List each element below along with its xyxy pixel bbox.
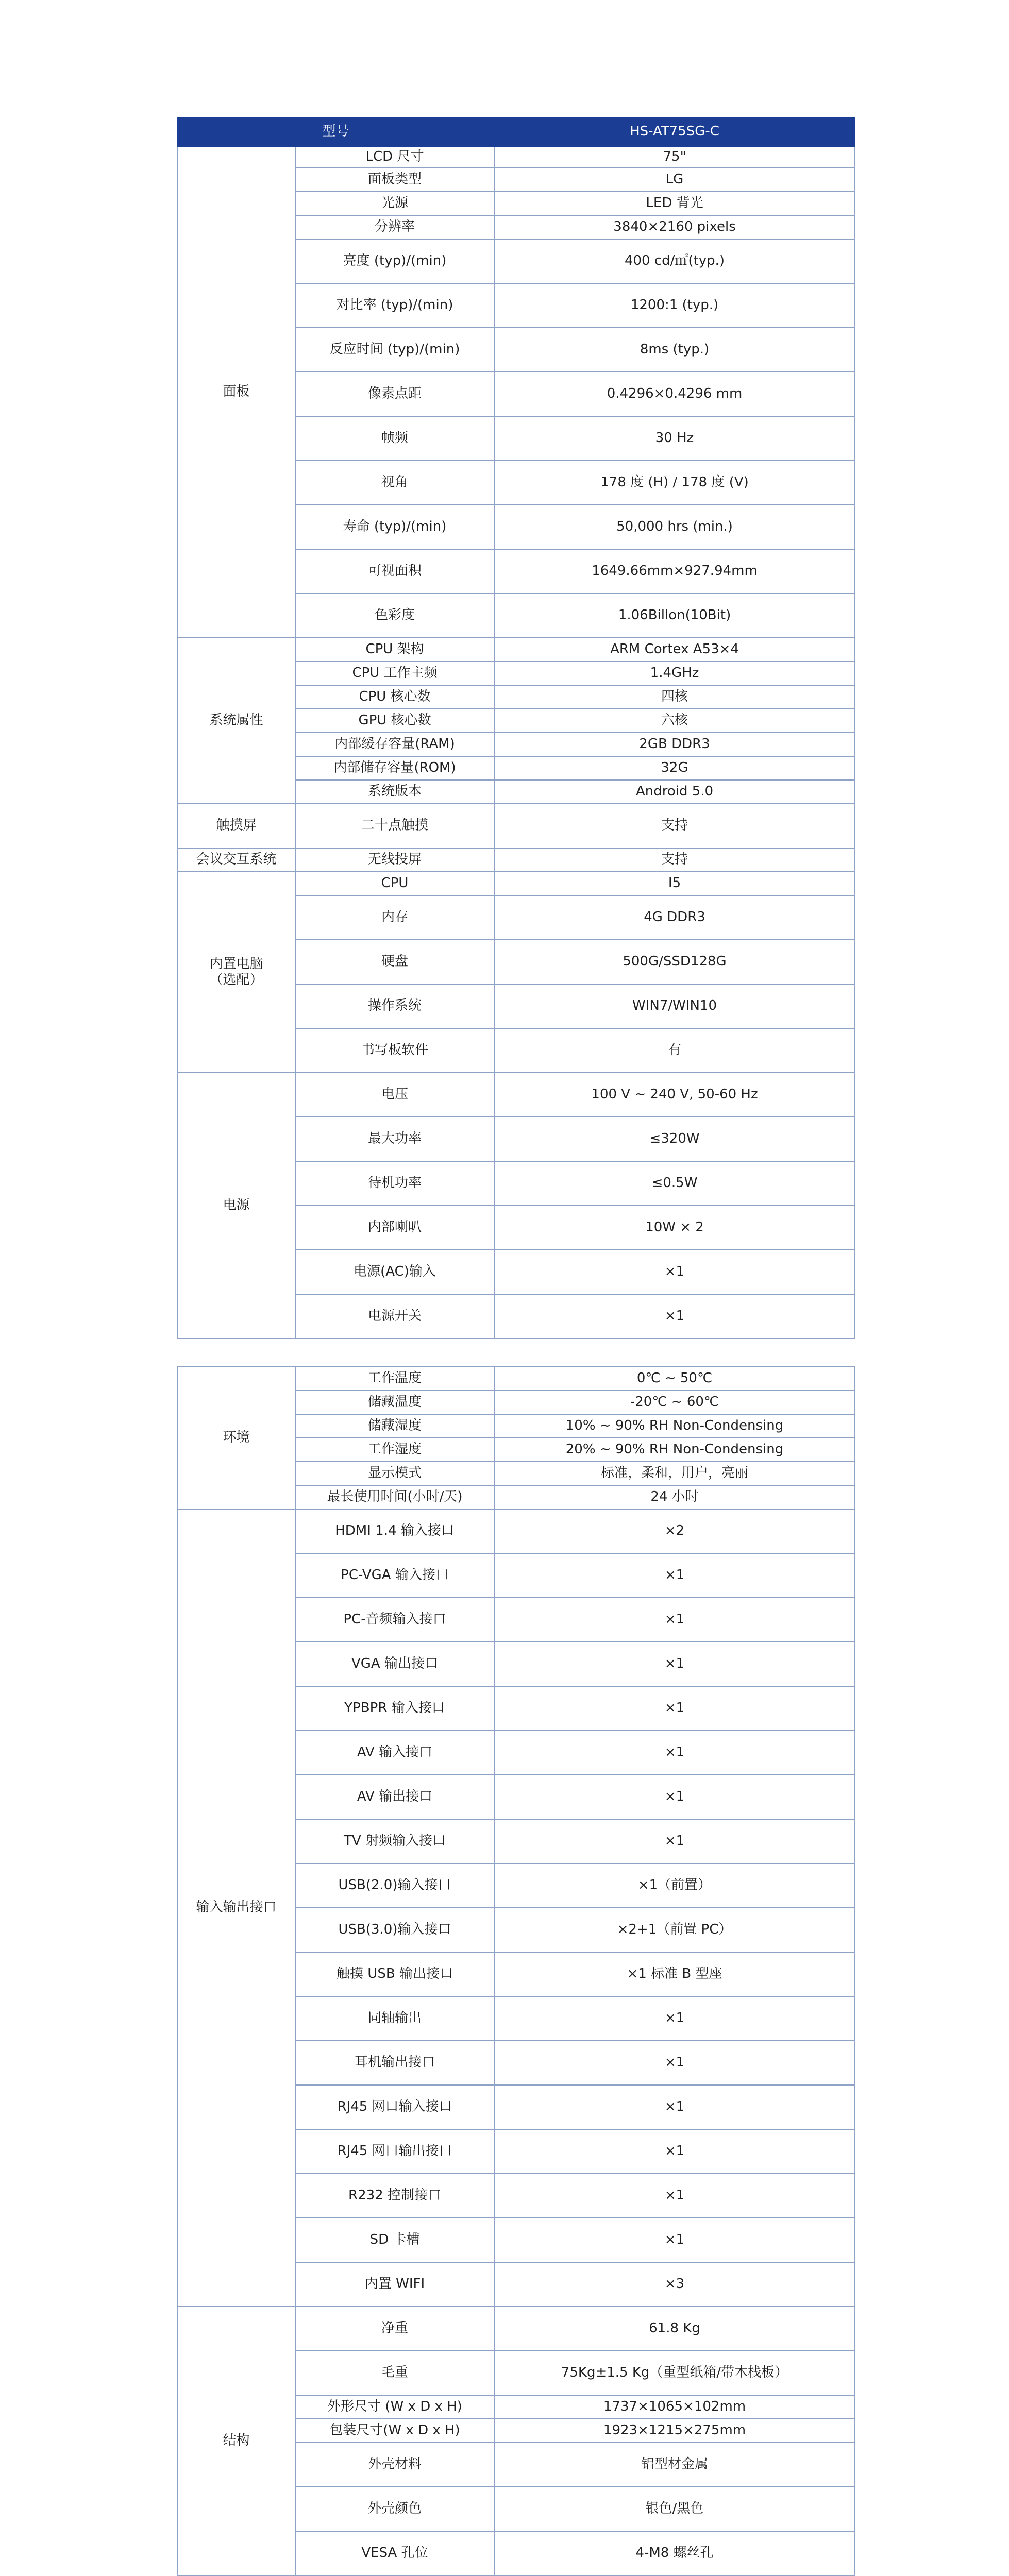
- spec-value: 500G/SSD128G: [494, 940, 855, 984]
- spec-label: 像素点距: [295, 372, 494, 416]
- spec-label: 外形尺寸 (W x D x H): [295, 2395, 494, 2419]
- table-row: [177, 1509, 855, 1553]
- spec-value: ×1: [494, 2085, 855, 2129]
- spec-label: 可视面积: [295, 549, 494, 594]
- spec-label: 工作湿度: [295, 1438, 494, 1462]
- spec-label: GPU 核心数: [295, 709, 494, 733]
- spec-label: 同轴输出: [295, 1996, 494, 2041]
- spec-label: 分辨率: [295, 215, 494, 239]
- spec-label: 储藏温度: [295, 1391, 494, 1414]
- spec-label: 净重: [295, 2307, 494, 2351]
- spec-value: 标准，柔和，用户，亮丽: [494, 1462, 855, 1485]
- spec-table-io: [177, 1366, 855, 2576]
- spec-label: 内部缓存容量(RAM): [295, 733, 494, 756]
- spec-value: 10% ~ 90% RH Non-Condensing: [494, 1414, 855, 1438]
- spec-value: 20% ~ 90% RH Non-Condensing: [494, 1438, 855, 1462]
- spec-label: 包装尺寸(W x D x H): [295, 2419, 494, 2443]
- spec-value: ×1: [494, 2041, 855, 2085]
- spec-value: ×1: [494, 1775, 855, 1819]
- spec-value: -20℃ ~ 60℃: [494, 1391, 855, 1414]
- spec-value: 四核: [494, 685, 855, 709]
- spec-value: 铝型材金属: [494, 2443, 855, 2487]
- spec-label: CPU 核心数: [295, 685, 494, 709]
- spec-value: 0.4296×0.4296 mm: [494, 372, 855, 416]
- spec-label: R232 控制接口: [295, 2174, 494, 2218]
- spec-label: 二十点触摸: [295, 804, 494, 848]
- table-row: [177, 1073, 855, 1117]
- spec-value: 75Kg±1.5 Kg（重型纸箱/带木栈板）: [494, 2351, 855, 2395]
- spec-label: USB(2.0)输入接口: [295, 1863, 494, 1908]
- spec-value: 1649.66mm×927.94mm: [494, 549, 855, 594]
- spec-value: LED 背光: [494, 192, 855, 215]
- spec-value: 支持: [494, 804, 855, 848]
- spec-value: ARM Cortex A53×4: [494, 638, 855, 662]
- spec-label: 反应时间 (typ)/(min): [295, 328, 494, 372]
- spec-value: ×1: [494, 1819, 855, 1863]
- spec-value: ×1: [494, 2129, 855, 2174]
- spec-value: ×2+1（前置 PC）: [494, 1908, 855, 1952]
- spec-label: VGA 输出接口: [295, 1642, 494, 1686]
- spec-label: 光源: [295, 192, 494, 215]
- spec-value: 2GB DDR3: [494, 733, 855, 756]
- spec-label: 电源(AC)输入: [295, 1250, 494, 1294]
- spec-label: RJ45 网口输出接口: [295, 2129, 494, 2174]
- spec-label: USB(3.0)输入接口: [295, 1908, 494, 1952]
- spec-label: PC-音频输入接口: [295, 1598, 494, 1642]
- spec-value: ×1: [494, 1996, 855, 2041]
- model-label: 型号: [177, 117, 494, 146]
- spec-label: 书写板软件: [295, 1028, 494, 1073]
- spec-value: 1.06Billon(10Bit): [494, 594, 855, 638]
- model-value: HS-AT75SG-C: [494, 117, 855, 146]
- spec-label: 外壳材料: [295, 2443, 494, 2487]
- table-header-row: [177, 117, 855, 146]
- spec-value: ×1: [494, 1642, 855, 1686]
- spec-value: 8ms (typ.): [494, 328, 855, 372]
- spec-label: 内存: [295, 895, 494, 940]
- spec-value: ×1: [494, 1250, 855, 1294]
- spec-value: ×1: [494, 2218, 855, 2262]
- table-row: [177, 872, 855, 895]
- spec-label: 视角: [295, 461, 494, 505]
- spec-label: 无线投屏: [295, 848, 494, 872]
- spec-label: 帧频: [295, 416, 494, 461]
- spec-value: 1737×1065×102mm: [494, 2395, 855, 2419]
- spec-table-main: [177, 117, 855, 1339]
- spec-value: 30 Hz: [494, 416, 855, 461]
- spec-label: AV 输出接口: [295, 1775, 494, 1819]
- spec-label: 最长使用时间(小时/天): [295, 1485, 494, 1509]
- spec-value: ×1: [494, 1598, 855, 1642]
- spec-value: 1923×1215×275mm: [494, 2419, 855, 2443]
- spec-value: 24 小时: [494, 1485, 855, 1509]
- spec-value: 六核: [494, 709, 855, 733]
- spec-value: ×1: [494, 1731, 855, 1775]
- spec-value: 支持: [494, 848, 855, 872]
- spec-value: LG: [494, 168, 855, 192]
- spec-label: CPU: [295, 872, 494, 895]
- spec-value: 1200:1 (typ.): [494, 283, 855, 328]
- spec-label: YPBPR 输入接口: [295, 1686, 494, 1731]
- spec-value: ×2: [494, 1509, 855, 1553]
- spec-label: 最大功率: [295, 1117, 494, 1161]
- spec-label: 对比率 (typ)/(min): [295, 283, 494, 328]
- spec-label: 储藏湿度: [295, 1414, 494, 1438]
- spec-value: 3840×2160 pixels: [494, 215, 855, 239]
- spec-value: 50,000 hrs (min.): [494, 505, 855, 549]
- spec-label: 内置 WIFI: [295, 2262, 494, 2307]
- spec-value: ×1 标准 B 型座: [494, 1952, 855, 1996]
- spec-value: ×3: [494, 2262, 855, 2307]
- spec-value: 61.8 Kg: [494, 2307, 855, 2351]
- table-row: [177, 638, 855, 662]
- table-row: [177, 1367, 855, 1391]
- spec-value: 32G: [494, 756, 855, 780]
- spec-label: 外壳颜色: [295, 2487, 494, 2531]
- category-cell: 输入输出接口: [177, 1509, 295, 2307]
- category-cell: 环境: [177, 1367, 295, 1509]
- spec-label: 亮度 (typ)/(min): [295, 239, 494, 283]
- category-cell: 系统属性: [177, 638, 295, 804]
- spec-label: RJ45 网口输入接口: [295, 2085, 494, 2129]
- spec-value: ×1: [494, 1553, 855, 1598]
- spec-label: 面板类型: [295, 168, 494, 192]
- spec-label: 待机功率: [295, 1161, 494, 1206]
- category-cell: 会议交互系统: [177, 848, 295, 872]
- spec-label: CPU 架构: [295, 638, 494, 662]
- spec-value: 178 度 (H) / 178 度 (V): [494, 461, 855, 505]
- spec-value: 1.4GHz: [494, 662, 855, 685]
- spec-label: 色彩度: [295, 594, 494, 638]
- spec-value: ≤0.5W: [494, 1161, 855, 1206]
- category-cell: 结构: [177, 2307, 295, 2575]
- spec-label: 内部喇叭: [295, 1206, 494, 1250]
- spec-value: 400 cd/㎡(typ.): [494, 239, 855, 283]
- spec-label: CPU 工作主频: [295, 662, 494, 685]
- spec-value: 10W × 2: [494, 1206, 855, 1250]
- spec-label: 耳机输出接口: [295, 2041, 494, 2085]
- table-row: [177, 848, 855, 872]
- spec-value: Android 5.0: [494, 780, 855, 804]
- spec-label: TV 射频输入接口: [295, 1819, 494, 1863]
- spec-label: PC-VGA 输入接口: [295, 1553, 494, 1598]
- category-cell: 触摸屏: [177, 804, 295, 848]
- table-row: [177, 146, 855, 168]
- spec-value: 75": [494, 146, 855, 168]
- spec-label: AV 输入接口: [295, 1731, 494, 1775]
- spec-label: 操作系统: [295, 984, 494, 1028]
- spec-value: 100 V ~ 240 V, 50-60 Hz: [494, 1073, 855, 1117]
- spec-label: 显示模式: [295, 1462, 494, 1485]
- spec-value: I5: [494, 872, 855, 895]
- spec-value: ≤320W: [494, 1117, 855, 1161]
- spec-value: ×1: [494, 2174, 855, 2218]
- spec-value: ×1: [494, 1686, 855, 1731]
- spec-label: 寿命 (typ)/(min): [295, 505, 494, 549]
- spec-value: ×1（前置）: [494, 1863, 855, 1908]
- category-cell: 面板: [177, 146, 295, 638]
- table-row: [177, 804, 855, 848]
- spec-value: 银色/黑色: [494, 2487, 855, 2531]
- spec-label: VESA 孔位: [295, 2531, 494, 2575]
- spec-label: HDMI 1.4 输入接口: [295, 1509, 494, 1553]
- spec-label: LCD 尺寸: [295, 146, 494, 168]
- spec-label: SD 卡槽: [295, 2218, 494, 2262]
- table-row: [177, 2307, 855, 2351]
- category-cell: 电源: [177, 1073, 295, 1338]
- spec-label: 系统版本: [295, 780, 494, 804]
- spec-label: 电压: [295, 1073, 494, 1117]
- spec-label: 电源开关: [295, 1294, 494, 1338]
- category-cell: 内置电脑 （选配）: [177, 872, 295, 1073]
- spec-label: 触摸 USB 输出接口: [295, 1952, 494, 1996]
- spec-value: 有: [494, 1028, 855, 1073]
- spec-value: ×1: [494, 1294, 855, 1338]
- spec-value: 4-M8 螺丝孔: [494, 2531, 855, 2575]
- spec-value: 0℃ ~ 50℃: [494, 1367, 855, 1391]
- spec-value: WIN7/WIN10: [494, 984, 855, 1028]
- spec-label: 工作温度: [295, 1367, 494, 1391]
- spec-label: 毛重: [295, 2351, 494, 2395]
- spec-label: 硬盘: [295, 940, 494, 984]
- spec-label: 内部储存容量(ROM): [295, 756, 494, 780]
- spec-value: 4G DDR3: [494, 895, 855, 940]
